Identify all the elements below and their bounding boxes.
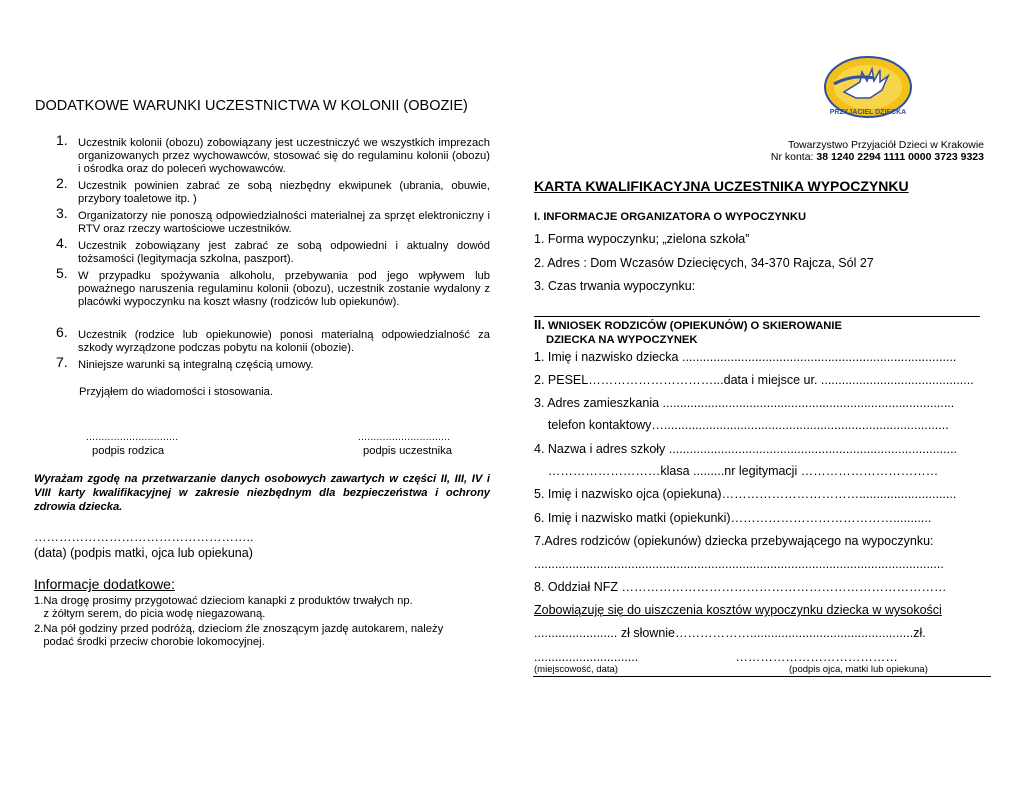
condition-text: Uczestnik powinien zabrać ze sobą niezbędny ekwipunek (ubrania, obuwie, przybory toaletowe itp. ) bbox=[78, 180, 490, 205]
card-title: KARTA KWALIFIKACYJNA UCZESTNIKA WYPOCZYNKU bbox=[534, 178, 909, 194]
acceptance-text: Przyjąłem do wiadomości i stosowania. bbox=[79, 386, 273, 398]
form-field-line[interactable]: 3. Adres zamieszkania .................................................................................... bbox=[534, 396, 955, 410]
condition-item bbox=[56, 205, 490, 236]
condition-item bbox=[56, 235, 490, 266]
condition-item bbox=[56, 354, 490, 372]
parent-signature-line: .............................. bbox=[86, 432, 179, 443]
condition-text: Uczestnik zobowiązany jest zabrać ze sobą odpowiedni i aktualny dowód tożsamości (legitymacja szkolna, paszport). bbox=[78, 240, 490, 265]
condition-number: 7. bbox=[56, 354, 68, 370]
section-1-heading: I. INFORMACJE ORGANIZATORA O WYPOCZYNKU bbox=[534, 211, 807, 223]
form-field-line[interactable]: telefon kontaktowy….................................................................................. bbox=[534, 418, 949, 432]
organization-name: Towarzystwo Przyjaciół Dzieci w Krakowie bbox=[787, 139, 984, 151]
additional-info-item: 2.Na pół godziny przed podróżą, dzieciom źle znoszącym jazdę autokarem, należy podać środki przeciw chorobie lokomocyjnej. bbox=[34, 623, 444, 648]
form-field-line[interactable]: 4. Nazwa i adres szkoły ................................................................................... bbox=[534, 442, 958, 456]
condition-text: Uczestnik (rodzice lub opiekunowie) ponosi materialną odpowiedzialność za szkody wyrządzone podczas pobytu na kolonii (obozie). bbox=[78, 329, 490, 354]
place-date-label: (miejscowość, data) bbox=[534, 664, 618, 675]
bank-account bbox=[771, 151, 984, 163]
account-number: 38 1240 2294 1111 0000 3723 9323 bbox=[816, 151, 984, 163]
condition-text: Niniejsze warunki są integralną częścią umowy. bbox=[78, 359, 314, 371]
parent-signature-label: (podpis ojca, matki lub opiekuna) bbox=[789, 664, 928, 675]
condition-text: Organizatorzy nie ponoszą odpowiedzialności materialnej za sprzęt elektroniczny i RTV oraz rzeczy wartościowe uczestników. bbox=[78, 210, 490, 235]
form-field-line[interactable]: 8. Oddział NFZ …………………………………………………………………… bbox=[534, 580, 947, 594]
bottom-divider bbox=[533, 676, 991, 677]
signature-lines[interactable]: .............................. ………………………………… bbox=[534, 650, 898, 664]
account-label: Nr konta: bbox=[770, 151, 814, 163]
form-field-line[interactable]: ........................ zł słownie………………...............................................zł. bbox=[534, 626, 926, 640]
organizer-info-line: 2. Adres : Dom Wczasów Dziecięcych, 34-370 Rajcza, Sól 27 bbox=[534, 256, 874, 270]
condition-item bbox=[56, 132, 490, 176]
form-field-line[interactable]: 6. Imię i nazwisko matki (opiekunki)…………………………………........... bbox=[534, 511, 932, 525]
form-field-line[interactable]: 2. PESEL…………………………...data i miejsce ur. ............................................ bbox=[534, 373, 974, 387]
form-field-line[interactable]: 1. Imię i nazwisko dziecka ............................................................................... bbox=[534, 350, 957, 364]
condition-item bbox=[56, 265, 490, 309]
section-2-title-line1: WNIOSEK RODZICÓW (OPIEKUNÓW) O SKIEROWANIE bbox=[544, 320, 842, 332]
condition-text: W przypadku spożywania alkoholu, przebywania pod jego wpływem lub poważnego naruszenia regulaminu kolonii (obozu), uczestnik zostanie wydalony z placówki wypoczynku na koszt własny (rodziców lub opiekunów). bbox=[78, 270, 490, 308]
condition-text: Uczestnik kolonii (obozu) zobowiązany jest uczestniczyć we wszystkich imprezach organizowanych przez wychowawców, stosować się do regulaminu kolonii (obozu) i ośrodka oraz do poleceń wychowawców. bbox=[78, 137, 490, 175]
cost-obligation-statement: Zobowiązuję się do uiszczenia kosztów wypoczynku dziecka w wysokości bbox=[534, 603, 942, 617]
condition-number: 2. bbox=[56, 175, 68, 191]
condition-number: 1. bbox=[56, 132, 68, 148]
conditions-title: DODATKOWE WARUNKI UCZESTNICTWA W KOLONII (OBOZIE) bbox=[35, 98, 468, 114]
section-2-number: II. bbox=[534, 317, 545, 332]
additional-info-item: 1.Na drogę prosimy przygotować dzieciom kanapki z produktów trwałych np. z żółtym serem, do picia wodę niegazowaną. bbox=[34, 595, 413, 620]
participant-signature-label: podpis uczestnika bbox=[363, 445, 452, 457]
condition-item bbox=[56, 175, 490, 206]
section-2-heading bbox=[534, 318, 842, 347]
additional-info-title: Informacje dodatkowe: bbox=[34, 576, 175, 592]
form-field-line[interactable]: ...................................................................................................................... bbox=[534, 557, 944, 571]
condition-number: 3. bbox=[56, 205, 68, 221]
condition-number: 6. bbox=[56, 324, 68, 340]
condition-number: 4. bbox=[56, 235, 68, 251]
parent-signature-label: podpis rodzica bbox=[92, 445, 165, 457]
form-field-line[interactable]: 5. Imię i nazwisko ojca (opiekuna)……………………………............................ bbox=[534, 487, 957, 501]
logo-lettering: PRZYJACIEL DZIECKA bbox=[829, 109, 907, 116]
section-2-title-line2: DZIECKA NA WYPOCZYNEK bbox=[546, 334, 698, 346]
date-signature-label: (data) (podpis matki, ojca lub opiekuna) bbox=[34, 546, 253, 560]
organizer-info-line: 1. Forma wypoczynku; „zielona szkoła” bbox=[534, 232, 750, 246]
data-consent-statement: Wyrażam zgodę na przetwarzanie danych osobowych zawartych w części II, III, IV i VIII karty kwalifikacyjnej w zakresie niezbędnym dla bezpieczeństwa i ochrony zdrowia dziecka. bbox=[34, 473, 490, 513]
form-field-line: 7.Adres rodziców (opiekunów) dziecka przebywającego na wypoczynku: bbox=[534, 534, 934, 548]
section-divider bbox=[534, 316, 980, 317]
date-signature-line: …………………………………………….. bbox=[34, 530, 254, 544]
tpd-logo bbox=[822, 54, 914, 120]
participant-signature-line: .............................. bbox=[358, 432, 451, 443]
organizer-info-line: 3. Czas trwania wypoczynku: bbox=[534, 279, 696, 293]
form-field-line[interactable]: ………………………klasa .........nr legitymacji …………………………… bbox=[534, 464, 939, 478]
condition-item bbox=[56, 324, 490, 355]
condition-number: 5. bbox=[56, 265, 68, 281]
